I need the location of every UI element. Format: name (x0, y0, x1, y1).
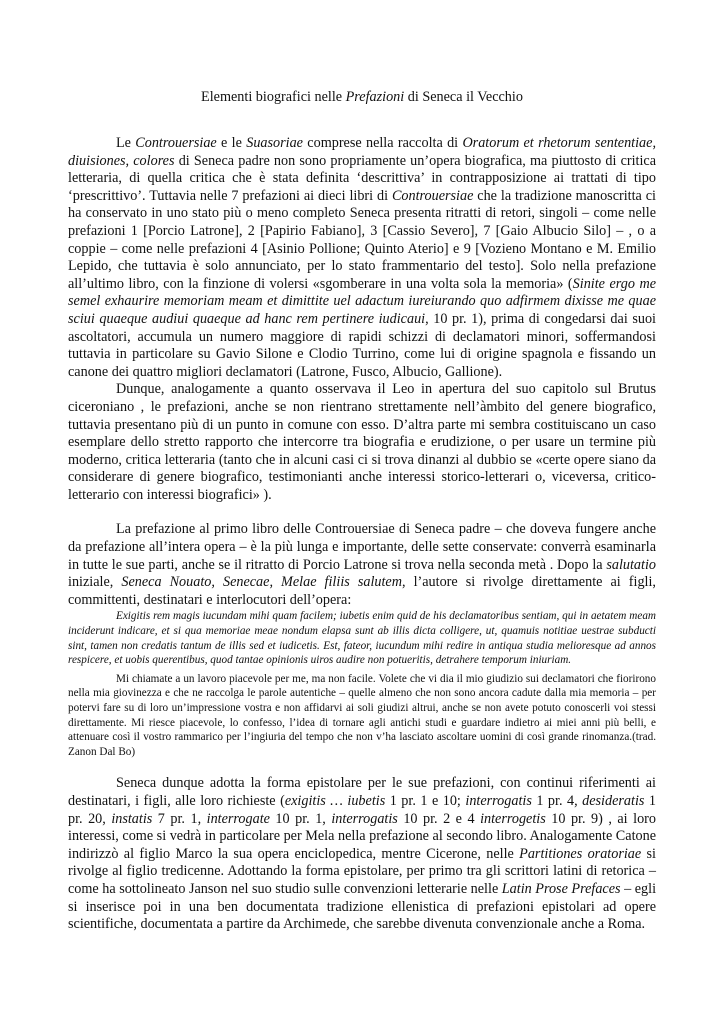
italic-run: interrogetis (480, 810, 546, 827)
block-quote-translation: Mi chiamate a un lavoro piacevole per me, ma non facile. Volete che vi dia il mio giudizio sui declamatori che fiorirono nella mia giovinezza e che ne raccolga le parole autentiche – quelle almeno che non sono ancora cadute dalla mia memoria – per potervi fare su di loro un’impressione vostra e non affidarvi ai soli giudizi altrui, anche se non avete potuto conoscerli voi stessi direttamente. Mi riesce piacevole, lo confesso, l’idea di tornare agli antichi studi e guardare indietro ai miei anni più belli, e attenuare così il vostro rammarico per l’ingiuria del tempo che non v’ha lasciato ascoltare uomini di così grande rinomanza.(trad. Zanon Dal Bo) (68, 672, 656, 758)
italic-run: Latin Prose Prefaces (501, 880, 621, 897)
text-run: La prefazione al primo libro delle Controuersiae di Seneca padre – che doveva fungere anche da prefazione all’intera opera – è la più lunga e importante, delle sette conservate: converrà esaminarla in tutte le sue parti, anche se il ritratto di Porcio Latrone si trova nella seconda metà . Dopo la (68, 521, 656, 573)
text-run: 1 pr. 1 e 10; (385, 792, 466, 809)
text-run: si rivolge al figlio tredicenne. Adottando la forma epistolare, per primo tra gli scrittori latini di retorica – come ha sottolineato Janson nel suo studio sulle convenzioni letterarie nelle (68, 845, 656, 897)
title-text-end: di Seneca il Vecchio (404, 89, 523, 105)
block-quote-latin: Exigitis rem magis iucundam mihi quam facilem; iubetis enim quid de his declamatoribus sentiam, qui in aetatem meam inciderunt indicare, et si qua memoriae meae nondum elapsa sunt ab illis dicta colligere, ut, quamuis notitiae uestrae subducti sint, tamen non credatis tantum de illis sed et iudicetis. Est, fateor, iucundum mihi redire in antiqua studia melioresque ad annos respicere, et uobis querentibus, quod tantae opinionis uiros audire non potueritis, detrahere temporum iniuriam. (68, 610, 656, 667)
title-text: Elementi biografici nelle (201, 89, 346, 105)
italic-run: instatis (111, 810, 153, 827)
text-run: che la tradizione manoscritta ci ha conservato in uno stato più o meno completo Seneca presenta ritratti di retori, singoli – come nelle prefazioni 1 [Porcio Latrone], 2 [Papirio Fabiano], 3 [Cassio Severo], 7 [Gaio Albucio Silo] – , o a coppie – come nelle prefazioni 4 [Asinio Pollione; Quinto Aterio] e 9 [Vozieno Montano e M. Emilio Lepido, che tuttavia è solo annunciato, per lo stato frammentario del testo]. Solo nella prefazione all’ultimo libro, con la finzione di volersi «sgomberare in una volta sola la memoria» ( (68, 187, 656, 292)
text-run: , 10 pr. 1), prima di congedarsi dai suoi ascoltatori, accumula un numero maggiore di rapidi schizzi di declamatori minori, soffermandosi tuttavia in particolare su Gavio Silone e Clodio Turrino, come lui di origine spagnola e fissando un canone dei quattro migliori declamatori (Latrone, Fusco, Albucio, Gallione). (68, 310, 656, 380)
italic-run: interrogate (206, 810, 270, 827)
page-title (0, 88, 724, 106)
text-run: e le (216, 135, 247, 151)
text-run: 7 pr. 1, (152, 810, 207, 827)
text-run: 10 pr. 2 e 4 (397, 810, 481, 827)
text-run: 1 pr. 4, (531, 792, 583, 809)
paragraph-3 (68, 521, 656, 609)
paragraph-4 (68, 775, 656, 933)
paragraph-1 (68, 135, 656, 381)
italic-run: interrogatis (331, 810, 398, 827)
italic-run: Seneca Nouato, Senecae, Melae filiis salutem (121, 574, 402, 591)
text-run: 1 pr. 20, (68, 792, 656, 827)
document-body (68, 135, 656, 934)
text-run: , l’autore si rivolge direttamente ai figli, committenti, destinatari e interlocutori dell’opera: (68, 574, 656, 608)
title-italic: Prefazioni (345, 89, 405, 105)
italic-run: Sinite ergo me semel exhaurire memoriam meam et dimittite uel adactum iureiurando quo adfirmem dixisse me quae sciui quaeque audiui quaeque ad hanc rem pertinere iudicaui (68, 275, 656, 327)
italic-run: Controuersiae (135, 135, 217, 151)
italic-run: Partitiones oratoriae (519, 845, 642, 862)
italic-run: salutatio (606, 556, 656, 573)
italic-run: Controuersiae (391, 187, 474, 204)
text-run: Le (116, 135, 136, 151)
text-run: 10 pr. 9) , ai loro interessi, come si vedrà in particolare per Mela nella prefazione al secondo libro. Analogamente Catone indirizzò al figlio Marco la sua opera enciclopedica, mentre Cicerone, nelle (68, 810, 656, 862)
paragraph-2 (68, 381, 656, 504)
italic-run: Oratorum et rhetorum sententiae, diuisiones, colores (68, 135, 657, 169)
text-run: Seneca dunque adotta la forma epistolare per le sue prefazioni, con continui riferimenti ai destinatari, i figli, alle loro richieste ( (68, 775, 656, 809)
italic-run: Suasoriae (246, 135, 303, 151)
italic-run: exigitis … iubetis (284, 792, 386, 809)
text-run: – egli si inserisce poi in una ben documentata tradizione ellenistica di prefazioni epistolari ad opere scientifiche, documentata a partire da Archimede, che sarebbe divenuta convenzionale anche a Roma. (68, 880, 657, 933)
text-run: di Seneca padre non sono propriamente un’opera biografica, ma piuttosto di critica letteraria, di quella critica che è stata definita ‘descrittiva’ in contrapposizione ai trattati di tipo ‘prescrittivo’. Tuttavia nelle 7 prefazioni ai dieci libri di (68, 152, 657, 204)
italic-run: interrogatis (465, 792, 532, 809)
text-run: comprese nella raccolta di (302, 135, 463, 151)
text-run: iniziale, (68, 574, 122, 591)
italic-run: desideratis (582, 792, 645, 809)
text-run: 10 pr. 1, (269, 810, 332, 827)
text-run: Dunque, analogamente a quanto osservava il Leo in apertura del suo capitolo sul Brutus ciceroniano , le prefazioni, anche se non rientrano strettamente nell’àmbito del genere biografico, tuttavia presentano più di un punto in comune con esso. D’altra parte mi sembra costituiscano un caso esemplare dello stretto rapporto che intercorre tra biografia e erudizione, o per usare un termine più moderno, critica letteraria (tanto che in alcuni casi ci si trova dinanzi al dubbio se «certe opere siano da considerare di genere biografico, testimonianti anche interessi storico-letterari o, viceversa, critico-letterario con interessi biografici» ). (68, 381, 656, 503)
